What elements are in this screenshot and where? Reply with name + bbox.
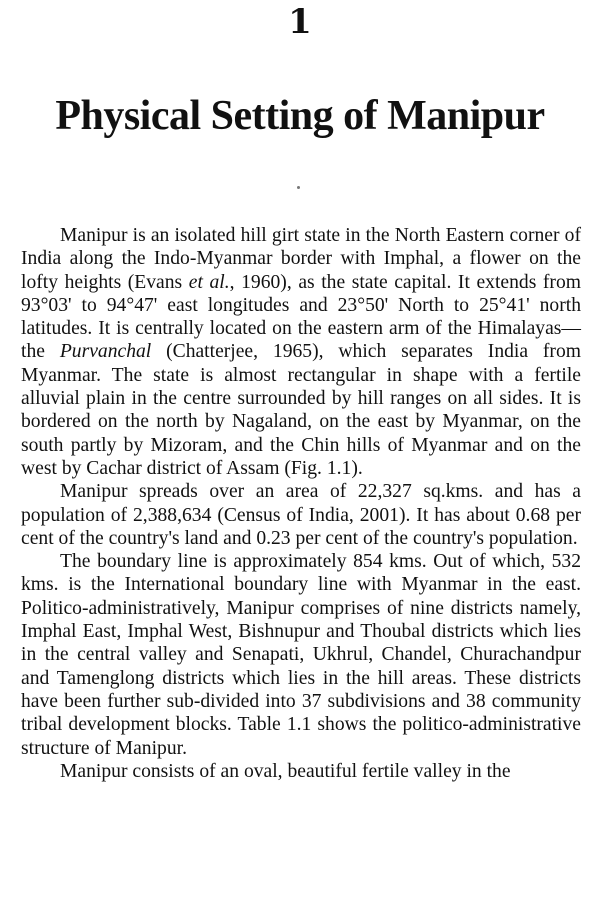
chapter-title: Physical Setting of Manipur	[55, 93, 545, 139]
paragraph	[21, 760, 581, 783]
text-segment: The boundary line is approximately 854 kms. Out of which, 532 kms. is the International boundary line with Myanmar in the east. Politico-administratively, Manipur comprises of nine districts namely, Imphal East, Imphal West, Bishnupur and Thoubal districts which lies in the central valley and Senapati, Ukhrul, Chandel, Churachandpur and Tamenglong districts which lies in the hill areas. These districts have been further sub-divided into 37 subdivisions and 38 community tribal development blocks. Table 1.1 shows the politico-administrative structure of Manipur.	[21, 551, 581, 759]
text-segment: , 1960), as the state capital. It extends from 93°03' to 94°47' east longitudes and 23°50' North to 25°41' north latitudes. It is centrally located on the eastern arm of the Himalayas—the	[21, 271, 581, 363]
print-speck	[297, 186, 300, 189]
paragraph	[21, 550, 581, 760]
body-text	[21, 224, 581, 783]
text-segment: (Chatterjee, 1965), which separates India from Myanmar. The state is almost rectangular in shape with a fertile alluvial plain in the centre surrounded by hill ranges on all sides. It is bordered on the north by Nagaland, on the east by Myanmar, on the south partly by Mizoram, and the Chin hills of Myanmar and on the west by Cachar district of Assam (Fig. 1.1).	[21, 341, 581, 479]
text-segment: Manipur consists of an oval, beautiful fertile valley in the	[60, 760, 511, 782]
text-segment: Manipur spreads over an area of 22,327 sq.kms. and has a population of 2,388,634 (Census of India, 2001). It has about 0.68 per cent of the country's land and 0.23 per cent of the country's population.	[21, 481, 581, 549]
italic-text: et al.	[188, 271, 230, 293]
chapter-number: 1	[288, 2, 312, 42]
text-segment: Manipur is an isolated hill girt state in the North Eastern corner of India along the Indo-Myanmar border with Imphal, a flower on the lofty heights (Evans	[21, 225, 581, 293]
italic-text: Purvanchal	[59, 341, 152, 363]
paragraph	[21, 480, 581, 550]
paragraph	[21, 224, 581, 480]
